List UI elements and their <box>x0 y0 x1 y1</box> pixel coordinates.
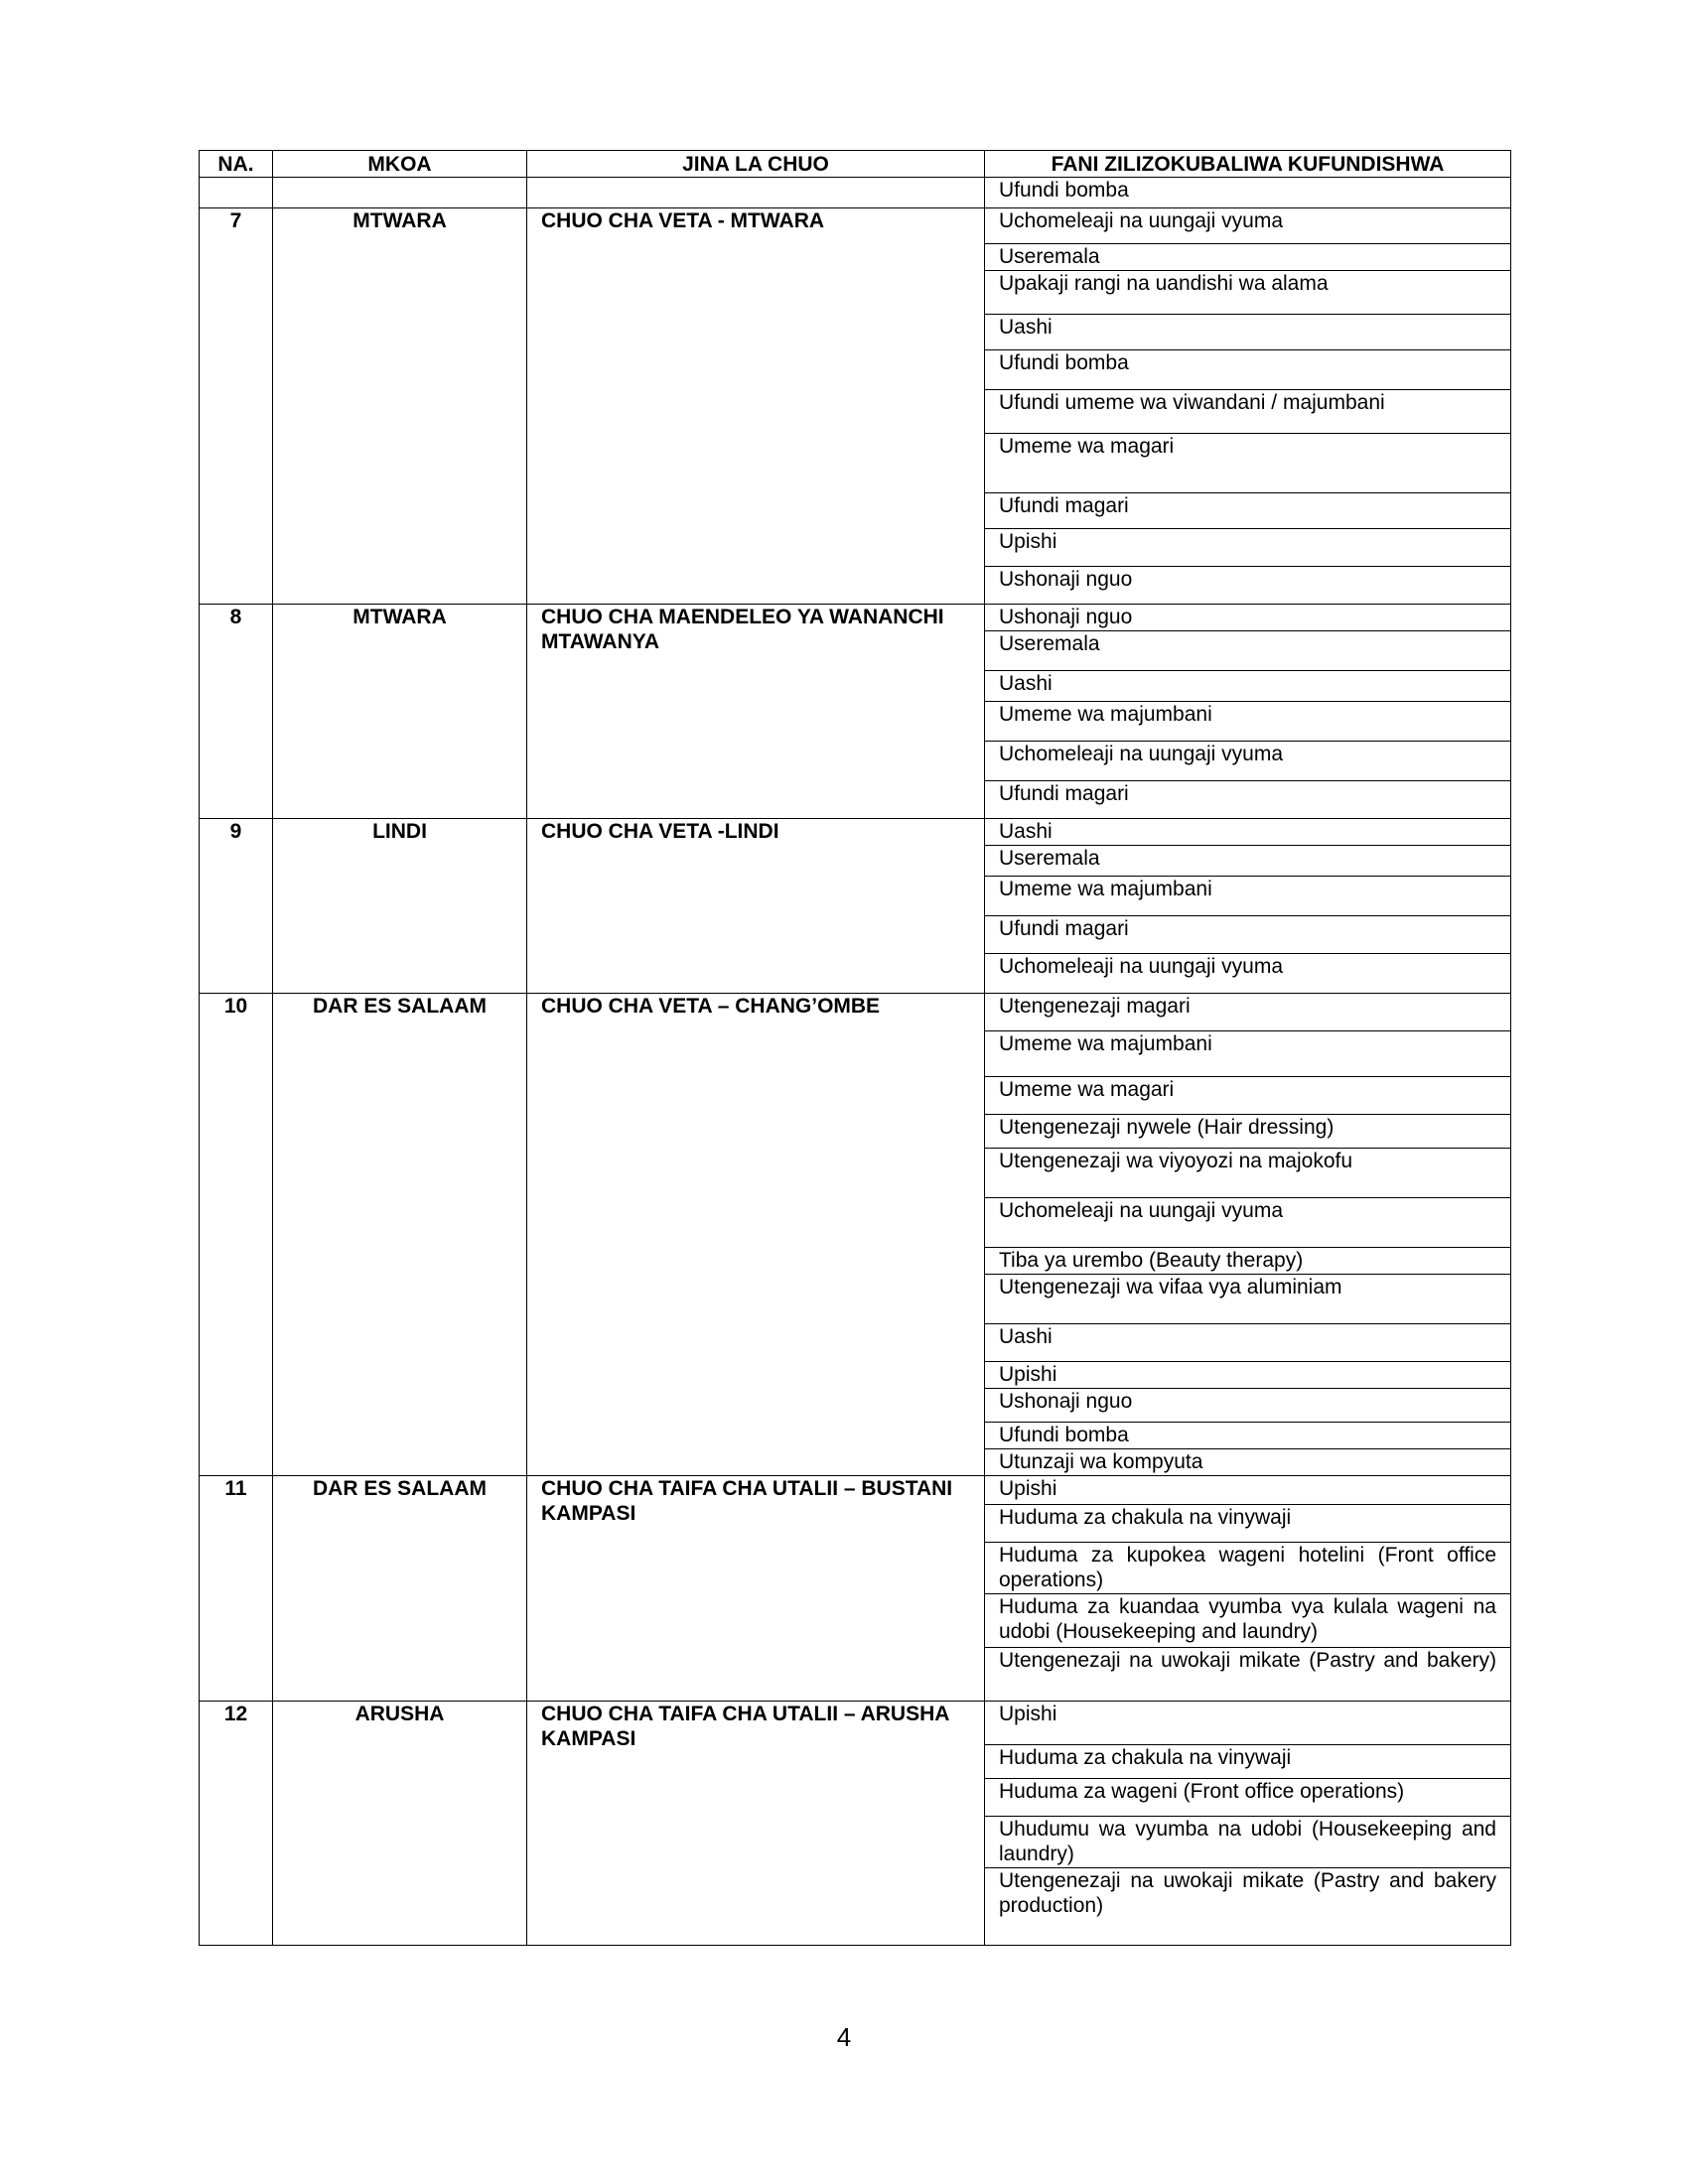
region-cell: LINDI <box>273 819 527 994</box>
course-cell: Ufundi magari <box>985 916 1511 954</box>
college-name-cell: CHUO CHA TAIFA CHA UTALII – BUSTANI KAMPASI <box>527 1476 985 1702</box>
header-na: NA. <box>200 151 273 178</box>
course-cell: Upishi <box>985 1702 1511 1745</box>
course-cell: Upishi <box>985 1476 1511 1505</box>
course-cell: Utunzaji wa kompyuta <box>985 1449 1511 1476</box>
course-cell: Upishi <box>985 1362 1511 1389</box>
region-cell: ARUSHA <box>273 1702 527 1946</box>
course-cell: Useremala <box>985 846 1511 877</box>
table-row <box>200 994 1511 1031</box>
header-mkoa: MKOA <box>273 151 527 178</box>
course-cell: Uchomeleaji na uungaji vyuma <box>985 742 1511 781</box>
page-number: 4 <box>836 2022 852 2052</box>
course-cell: Useremala <box>985 631 1511 671</box>
course-cell: Uashi <box>985 315 1511 350</box>
course-cell: Uchomeleaji na uungaji vyuma <box>985 208 1511 244</box>
header-row <box>200 151 1511 178</box>
row-number: 8 <box>200 605 273 819</box>
course-cell: Uashi <box>985 671 1511 702</box>
college-name-cell: CHUO CHA VETA – CHANG’OMBE <box>527 994 985 1476</box>
row-number: 7 <box>200 208 273 605</box>
row-number: 12 <box>200 1702 273 1946</box>
region-cell <box>273 178 527 208</box>
row-number: 9 <box>200 819 273 994</box>
course-cell: Ufundi bomba <box>985 178 1511 208</box>
table-row <box>200 605 1511 631</box>
course-cell: Upishi <box>985 529 1511 567</box>
course-cell: Huduma za chakula na vinywaji <box>985 1505 1511 1543</box>
course-cell: Huduma za kupokea wageni hotelini (Front office operations) <box>985 1543 1511 1594</box>
college-name-cell: CHUO CHA VETA -LINDI <box>527 819 985 994</box>
table-row <box>200 1476 1511 1505</box>
course-cell: Uashi <box>985 819 1511 846</box>
course-cell: Umeme wa majumbani <box>985 702 1511 742</box>
course-cell: Utengenezaji na uwokaji mikate (Pastry and bakery production) <box>985 1868 1511 1946</box>
course-cell: Upakaji rangi na uandishi wa alama <box>985 271 1511 315</box>
table-row <box>200 208 1511 244</box>
table-row <box>200 819 1511 846</box>
course-cell: Utengenezaji wa viyoyozi na majokofu <box>985 1149 1511 1198</box>
course-cell: Utengenezaji magari <box>985 994 1511 1031</box>
course-cell: Ufundi umeme wa viwandani / majumbani <box>985 390 1511 434</box>
course-cell: Huduma za chakula na vinywaji <box>985 1745 1511 1779</box>
header-fani: FANI ZILIZOKUBALIWA KUFUNDISHWA <box>985 151 1511 178</box>
region-cell: MTWARA <box>273 605 527 819</box>
college-name-cell: CHUO CHA MAENDELEO YA WANANCHI MTAWANYA <box>527 605 985 819</box>
header-chuo: JINA LA CHUO <box>527 151 985 178</box>
region-cell: DAR ES SALAAM <box>273 1476 527 1702</box>
college-name-cell: CHUO CHA TAIFA CHA UTALII – ARUSHA KAMPASI <box>527 1702 985 1946</box>
course-cell: Ushonaji nguo <box>985 1389 1511 1423</box>
course-cell: Ufundi magari <box>985 781 1511 819</box>
row-number: 11 <box>200 1476 273 1702</box>
course-cell: Uchomeleaji na uungaji vyuma <box>985 1198 1511 1248</box>
course-cell: Uashi <box>985 1324 1511 1362</box>
region-cell: DAR ES SALAAM <box>273 994 527 1476</box>
course-cell: Umeme wa majumbani <box>985 877 1511 916</box>
table-row <box>200 178 1511 208</box>
course-cell: Ushonaji nguo <box>985 567 1511 605</box>
row-number <box>200 178 273 208</box>
course-cell: Utengenezaji wa vifaa vya aluminiam <box>985 1275 1511 1324</box>
course-cell: Uhudumu wa vyumba na udobi (Housekeeping and laundry) <box>985 1817 1511 1868</box>
college-name-cell <box>527 178 985 208</box>
course-cell: Ufundi bomba <box>985 350 1511 390</box>
course-cell: Umeme wa magari <box>985 1077 1511 1115</box>
table-row <box>200 1702 1511 1745</box>
course-cell: Umeme wa magari <box>985 434 1511 493</box>
region-cell: MTWARA <box>273 208 527 605</box>
course-cell: Ushonaji nguo <box>985 605 1511 631</box>
course-cell: Ufundi magari <box>985 493 1511 529</box>
course-cell: Ufundi bomba <box>985 1423 1511 1449</box>
course-cell: Utengenezaji na uwokaji mikate (Pastry and bakery) <box>985 1648 1511 1702</box>
row-number: 10 <box>200 994 273 1476</box>
course-cell: Huduma za kuandaa vyumba vya kulala wageni na udobi (Housekeeping and laundry) <box>985 1594 1511 1648</box>
course-cell: Huduma za wageni (Front office operations) <box>985 1779 1511 1817</box>
course-cell: Umeme wa majumbani <box>985 1031 1511 1077</box>
table-body <box>200 178 1511 1946</box>
college-name-cell: CHUO CHA VETA - MTWARA <box>527 208 985 605</box>
course-cell: Utengenezaji nywele (Hair dressing) <box>985 1115 1511 1149</box>
course-cell: Useremala <box>985 244 1511 271</box>
course-cell: Uchomeleaji na uungaji vyuma <box>985 954 1511 994</box>
courses-table <box>199 150 1511 1946</box>
course-cell: Tiba ya urembo (Beauty therapy) <box>985 1248 1511 1275</box>
